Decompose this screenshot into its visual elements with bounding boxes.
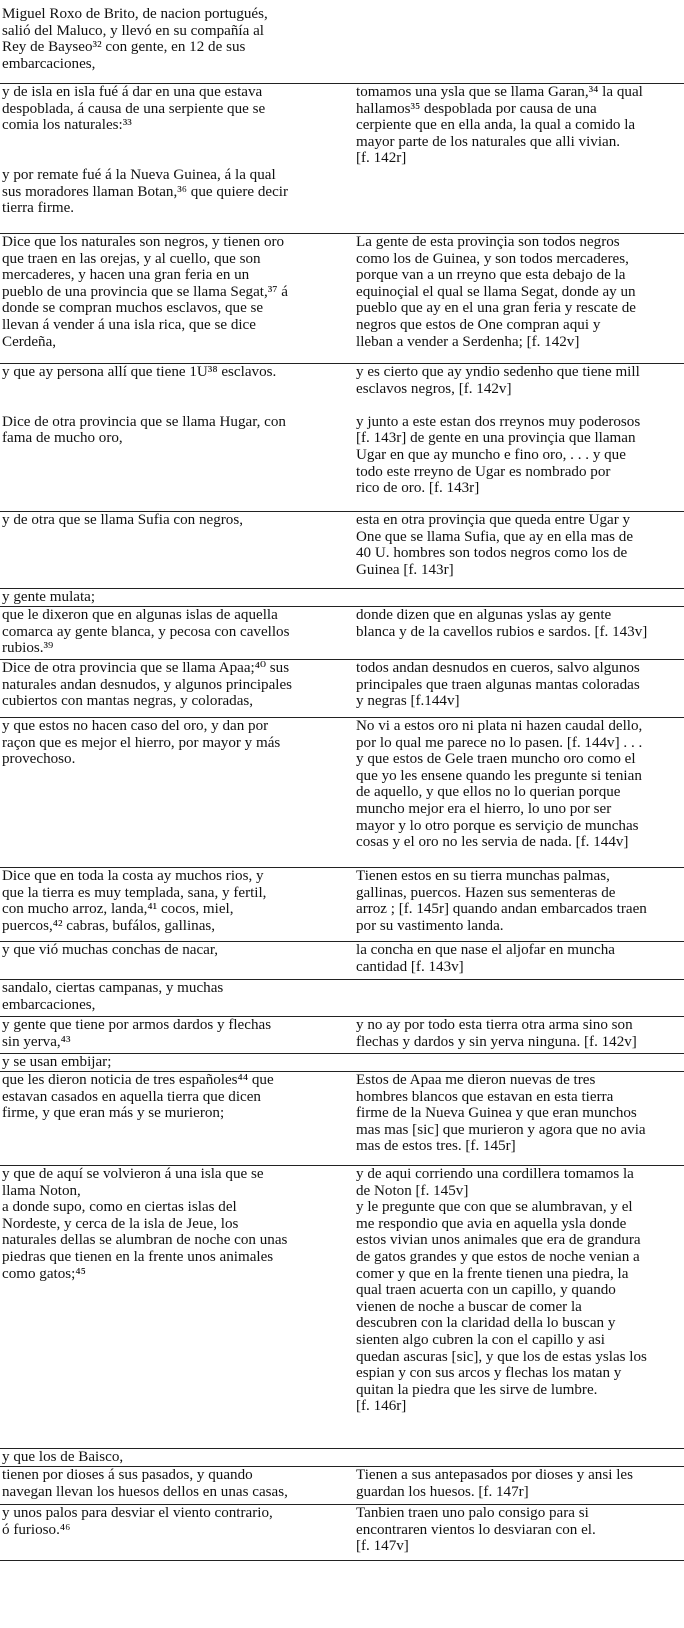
left-column-text: Dice de otra provincia que se llama Apaa;⁴⁰ sus naturales andan desnudos, y algunos principales cubiertos con mantas negras, y coloradas,: [2, 660, 293, 710]
table-row: [0, 1449, 684, 1467]
table-row: [0, 1505, 684, 1561]
left-column-text: y que ay persona allí que tiene 1U³⁸ esclavos. Dice de otra provincia que se llama Hugar, con fama de mucho oro,: [2, 364, 286, 447]
table-row: [0, 718, 684, 868]
right-column-text: todos andan desnudos en cueros, salvo algunos principales que traen algunas mantas coloradas y negras [f.144v]: [356, 660, 640, 710]
left-column-text: y que de aquí se volvieron á una isla que se llama Noton, a donde supo, como en ciertas islas del Nordeste, y cerca de la isla de Jeue, los naturales dellas se alumbran de noche con unas piedras que tienen en la frente unos animales como gatos;⁴⁵: [2, 1166, 288, 1282]
right-column-text: y no ay por todo esta tierra otra arma sino son flechas y dardos y sin yerva ninguna. [f. 142v]: [356, 1017, 637, 1050]
table-row: [0, 512, 684, 589]
left-column-text: y gente que tiene por armos dardos y flechas sin yerva,⁴³: [2, 1017, 272, 1050]
table-row: [0, 0, 684, 84]
left-column-text: y de otra que se llama Sufia con negros,: [2, 512, 244, 528]
left-column-text: tienen por dioses á sus pasados, y quando navegan llevan los huesos dellos en unas casas,: [2, 1467, 288, 1500]
right-column-text: Estos de Apaa me dieron nuevas de tres hombres blancos que estavan en esta tierra firme de la Nueva Guinea y que eran munchos mas mas [sic] que murieron y agora que no avia mas de estos tres. [f. 145r]: [356, 1072, 646, 1155]
left-column-text: y que vió muchas conchas de nacar,: [2, 942, 219, 958]
table-row: [0, 1017, 684, 1054]
right-column-text: donde dizen que en algunas yslas ay gente blanca y de la cavellos rubios e sardos. [f. 143v]: [356, 607, 648, 640]
table-row: [0, 868, 684, 942]
left-column-text: que le dixeron que en algunas islas de aquella comarca ay gente blanca, y pecosa con cavellos rubios.³⁹: [2, 607, 290, 657]
left-column-text: y se usan embijar;: [2, 1054, 112, 1070]
left-column-text: que les dieron noticia de tres españoles⁴⁴ que estavan casados en aquella tierra que dicen firme, y que eran más y se murieron;: [2, 1072, 274, 1122]
right-column-text: la concha en que nase el aljofar en muncha cantidad [f. 143v]: [356, 942, 615, 975]
left-column-text: y que estos no hacen caso del oro, y dan por raçon que es mejor el hierro, por mayor y más provechoso.: [2, 718, 281, 768]
table-row: [0, 660, 684, 718]
right-column-text: y de aqui corriendo una cordillera tomamos la de Noton [f. 145v] y le pregunte que con que se alumbravan, y el me respondio que avia en aquella ysla donde estos vivian unos animales que era de grandura de gatos grandes y que estos de noche venian a comer y que en la frente tienen una piedra, la qual traen acuerta con un capillo, y quando vienen de noche a buscar de comer la descubren con la claridad della lo buscan y sienten algo cubren la con el capillo y asi quedan ascuras [sic], y que los de estas yslas los espian y con sus arcos y flechas los matan y quitan la piedra que les sirve de lumbre. [f. 146r]: [356, 1166, 647, 1415]
right-column-text: tomamos una ysla que se llama Garan,³⁴ la qual hallamos³⁵ despoblada por causa de una cerpiente que en ella anda, la qual a comido la mayor parte de los naturales que alli vivian. [f. 142r]: [356, 84, 643, 167]
left-column-text: Dice que los naturales son negros, y tienen oro que traen en las orejas, y al cuello, que son mercaderes, y hacen una gran feria en un pueblo de una provincia que se llama Segat,³⁷ á donde se compran muchos esclavos, que se llevan á vender á una isla rica, que se dice Cerdeña,: [2, 234, 288, 350]
left-column-text: sandalo, ciertas campanas, y muchas embarcaciones,: [2, 980, 224, 1013]
table-row: [0, 84, 684, 234]
left-column-text: y que los de Baisco,: [2, 1449, 124, 1465]
table-row: [0, 1467, 684, 1505]
left-column-text: y gente mulata;: [2, 589, 96, 605]
right-column-text: Tienen estos en su tierra munchas palmas, gallinas, puercos. Hazen sus sementeras de arroz ; [f. 145r] quando andan embarcados traen por su vastimento landa.: [356, 868, 647, 934]
table-row: [0, 942, 684, 980]
right-column-text: y es cierto que ay yndio sedenho que tiene mill esclavos negros, [f. 142v] y junto a este estan dos rreynos muy poderosos [f. 143r] de gente en una provinçia que llaman Ugar en que ay muncho e fino oro, . . . y que todo este rreyno de Ugar es nombrado por rico de oro. [f. 143r]: [356, 364, 641, 497]
table-row: [0, 607, 684, 660]
table-row: [0, 1072, 684, 1166]
table-row: [0, 980, 684, 1017]
right-column-text: No vi a estos oro ni plata ni hazen caudal dello, por lo qual me parece no lo pasen. [f. 144v] . . . y que estos de Gele traen muncho oro como el que yo les ensene quando les pregunte si tenian de aquello, y que ellos no lo querian porque muncho mejor era el hierro, lo uno por ser mayor y lo otro porque es serviçio de munchas cosas y el oro no les servia de nada. [f. 144v]: [356, 718, 643, 851]
left-column-text: y de isla en isla fué á dar en una que estava despoblada, á causa de una serpiente que se comia los naturales:³³ y por remate fué á la Nueva Guinea, á la qual sus moradores llaman Botan,³⁶ que quiere decir tierra firme.: [2, 84, 289, 217]
table-row: [0, 364, 684, 512]
left-column-text: Miguel Roxo de Brito, de nacion portugués, salió del Maluco, y llevó en su compañía al Rey de Bayseo³² con gente, en 12 de sus embarcaciones,: [2, 6, 268, 72]
right-column-text: esta en otra provinçia que queda entre Ugar y One que se llama Sufia, que ay en ella mas de 40 U. hombres son todos negros como los de Guinea [f. 143r]: [356, 512, 634, 578]
table-row: [0, 1054, 684, 1072]
left-column-text: y unos palos para desviar el viento contrario, ó furioso.⁴⁶: [2, 1505, 273, 1538]
right-column-text: Tanbien traen uno palo consigo para si encontraren vientos lo desviaran con el. [f. 147v]: [356, 1505, 596, 1555]
right-column-text: Tienen a sus antepasados por dioses y ansi les guardan los huesos. [f. 147r]: [356, 1467, 633, 1500]
table-row: [0, 234, 684, 364]
table-row: [0, 589, 684, 607]
left-column-text: Dice que en toda la costa ay muchos rios, y que la tierra es muy templada, sana, y fertil, con mucho arroz, landa,⁴¹ cocos, miel, puercos,⁴² cabras, bufálos, gallinas,: [2, 868, 267, 934]
table-row: [0, 1166, 684, 1449]
right-column-text: La gente de esta provinçia son todos negros como los de Guinea, y son todos mercaderes, porque van a un rreyno que esta debajo de la equinoçial el qual se llama Segat, donde ay un pueblo que ay en el una gran feria y rescate de negros que estos de One compran aqui y lleban a vender a Serdenha; [f. 142v]: [356, 234, 636, 350]
